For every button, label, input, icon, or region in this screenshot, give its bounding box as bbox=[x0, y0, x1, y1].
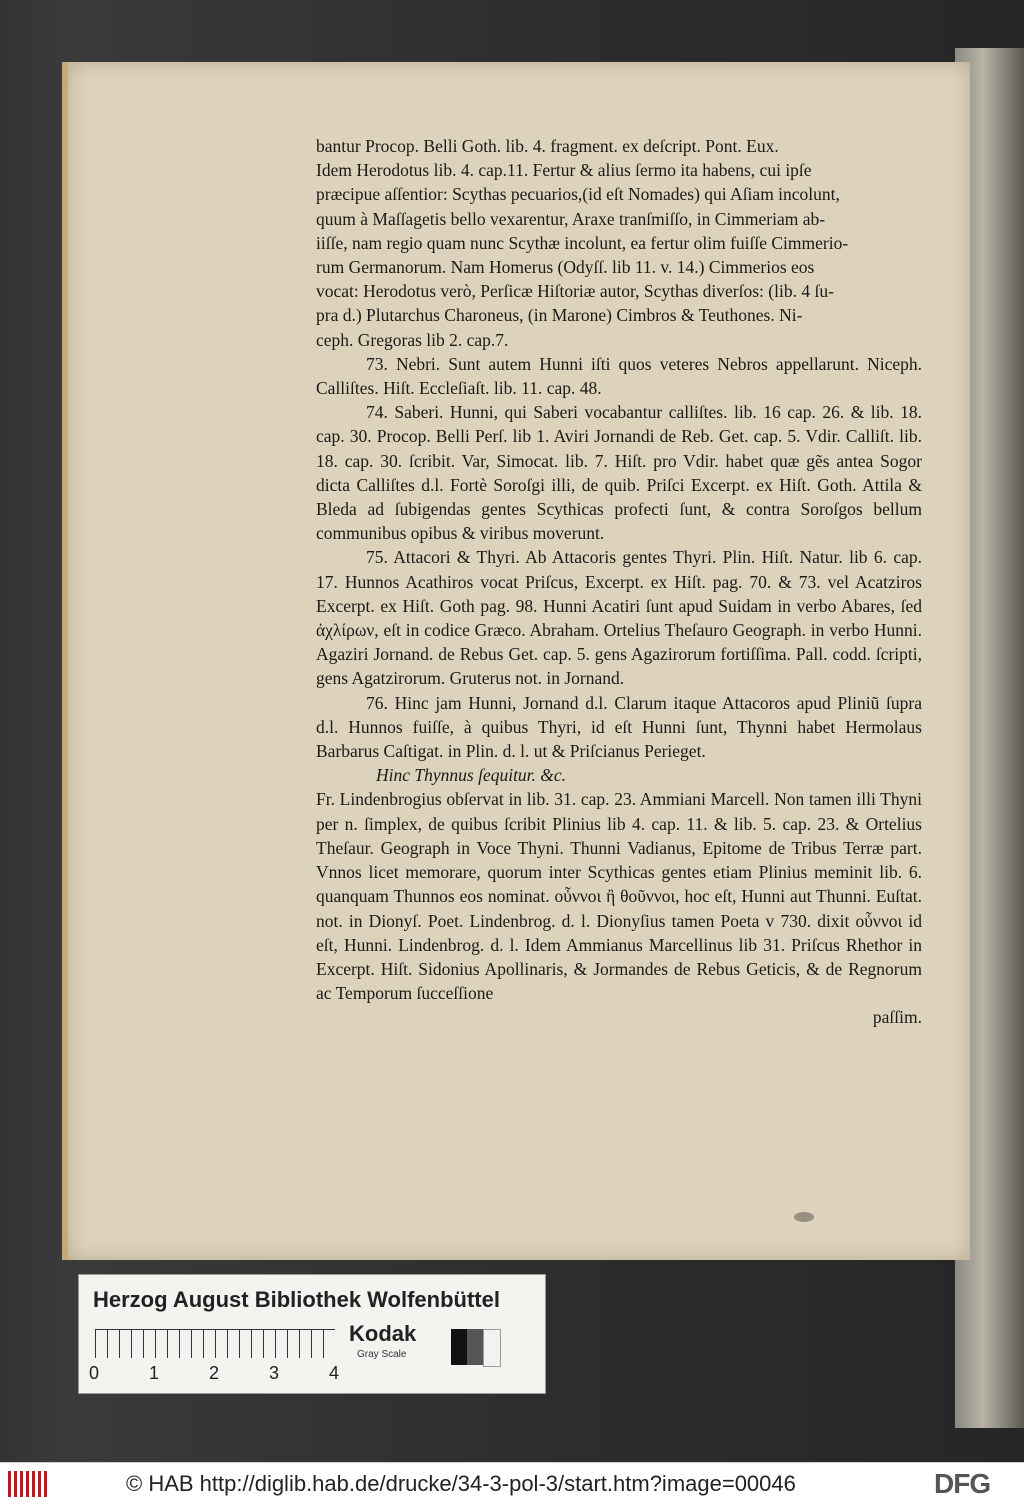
gray-scale-label: Gray Scale bbox=[357, 1349, 407, 1360]
library-name: Herzog August Bibliothek Wolfenbüttel bbox=[93, 1287, 500, 1312]
hab-logo-icon bbox=[8, 1471, 48, 1497]
text-line: præcipue aſſentior: Scythas pecuarios,(id eſt Nomades) qui Aſiam incolunt, bbox=[316, 184, 840, 205]
paragraph-73: 73. Nebri. Sunt autem Hunni iſti quos veteres Nebros appellarunt. Niceph. Calliſtes. Hiſt. Eccleſiaſt. lib. 11. cap. 48. bbox=[316, 353, 922, 399]
text-line: bantur Procop. Belli Goth. lib. 4. fragment. ex deſcript. Pont. Eux. bbox=[316, 136, 779, 156]
ruler-label: 4 bbox=[328, 1363, 339, 1383]
text-line: vocat: Herodotus verò, Perſicæ Hiſtoriæ autor, Scythas diverſos: (lib. 4 ſu- bbox=[316, 281, 834, 302]
text-line: ceph. Gregoras lib 2. cap.7. bbox=[316, 329, 509, 350]
book-page bbox=[62, 62, 970, 1260]
paragraph-final: Fr. Lindenbrogius obſervat in lib. 31. cap. 23. Ammiani Marcell. Non tamen illi Thyni per n. ſimplex, de quibus ſcribit Plinius lib 4. cap. 11. & lib. 5. cap. 23. & Ortelius Theſaur. Geograph in Voce Thyni. Thunni Vadianus, Epitome de Tribus Terræ part. Vnnos licet memorare, quorum inter Scythicas gentes etiam Plinius meminit lib. 6. quanquam Thunnos eos nominat. οὖννοι ἢ θοῦννοι, hoc eſt, Hunni aut Thunni. Euſtat. not. in Dionyſ. Poet. Lindenbrog. d. l. Dionyſius tamen Poeta v 730. dixit οὖννοι id eſt, Hunni. Lindenbrog. d. l. Idem Ammianus Marcellinus lib 31. Priſcus Rhethor in Excerpt. Hiſt. Sidonius Apollinaris, & Jormandes de Rebus Geticis, & de Regnorum ac Temporum ſucceſſione bbox=[316, 789, 922, 1004]
ruler-label: 2 bbox=[208, 1363, 219, 1383]
footer-bar bbox=[0, 1462, 1024, 1505]
swatch-white bbox=[483, 1329, 501, 1367]
paragraph-75: 75. Attacori & Thyri. Ab Attacoris gentes Thyri. Plin. Hiſt. Natur. lib 6. cap. 17. Hunnos Acathiros vocat Priſcus, Excerpt. ex Hiſt. pag. 70. & 73. vel Acatziros Excerpt. ex Hiſt. Goth pag. 98. Hunni Acatiri ſunt apud Suidam in verbo Abares, ſed ἀχλίρων, eſt in codice Græco. Abraham. Ortelius Theſauro Geograph. in verbo Hunni. Agaziri Jornand. de Rebus Get. cap. 5. gens Agazirorum fortiſſima. Pall. codd. ſcripti, gens Agatzirorum. Gruterus not. in Jornand. bbox=[316, 547, 922, 689]
text-line: iiſſe, nam regio quam nunc Scythæ incolunt, ea fertur olim fuiſſe Cimmerio- bbox=[316, 232, 849, 253]
swatch-gray bbox=[467, 1329, 483, 1365]
text-line: quum à Maſſagetis bello vexarentur, Araxe tranſmiſſo, in Cimmeriam ab- bbox=[316, 208, 826, 229]
kodak-logo: Kodak bbox=[349, 1321, 417, 1346]
paragraph-76: 76. Hinc jam Hunni, Jornand d.l. Clarum itaque Attacoros apud Pliniũ ſupra d.l. Hunnos fuiſſe, à quibus Thyri, id eſt Hunni ſunt, Thynni habet Hermolaus Barbarus Caſtigat. in Plin. d. l. ut & Priſcianus Perieget. bbox=[316, 692, 922, 762]
text-line: Idem Herodotus lib. 4. cap.11. Fertur & alius ſermo ita habens, cui ipſe bbox=[316, 160, 812, 181]
verse-line: Hinc Thynnus ſequitur. &c. bbox=[376, 765, 567, 786]
swatch-black bbox=[451, 1329, 467, 1365]
ruler-label: 0 bbox=[89, 1363, 100, 1383]
paragraph-74: 74. Saberi. Hunni, qui Saberi vocabantur calliſtes. lib. 16 cap. 26. & lib. 18. cap. 30. Procop. Belli Perſ. lib 1. Aviri Jornandi de Reb. Get. cap. 5. Vdir. Calliſt. lib. 18. cap. 30. ſcribit. Var, Simocat. lib. 7. Hiſt. pro Vdir. habet quæ gẽs antea Sogor dicta Calliſtes d.l. Fortè Soroſgi illi, de quib. Priſci Excerpt. ex Hiſt. Goth. Attila & Bleda ad ſubigendas gentes Scythicas profecti ſunt, & contra Soroſgos bellum communibus opibus & viribus moverunt. bbox=[316, 402, 922, 544]
copyright-url[interactable]: © HAB http://diglib.hab.de/drucke/34-3-pol-3/start.htm?image=00046 bbox=[126, 1471, 796, 1496]
color-calibration-chart bbox=[78, 1274, 546, 1394]
ruler-label: 1 bbox=[148, 1363, 159, 1383]
ruler-label: 3 bbox=[268, 1363, 279, 1383]
dfg-logo: DFG bbox=[934, 1468, 991, 1499]
ruler-labels bbox=[89, 1363, 339, 1384]
text-line: rum Germanorum. Nam Homerus (Odyſſ. lib 11. v. 14.) Cimmerios eos bbox=[316, 257, 815, 278]
page-text bbox=[316, 134, 922, 1030]
ink-stain bbox=[794, 1212, 814, 1222]
text-line: pra d.) Plutarchus Charoneus, (in Marone) Cimbros & Teuthones. Ni- bbox=[316, 305, 803, 326]
ruler bbox=[95, 1329, 335, 1358]
last-word: paſſim. bbox=[872, 1007, 922, 1028]
gray-swatches bbox=[451, 1329, 501, 1367]
